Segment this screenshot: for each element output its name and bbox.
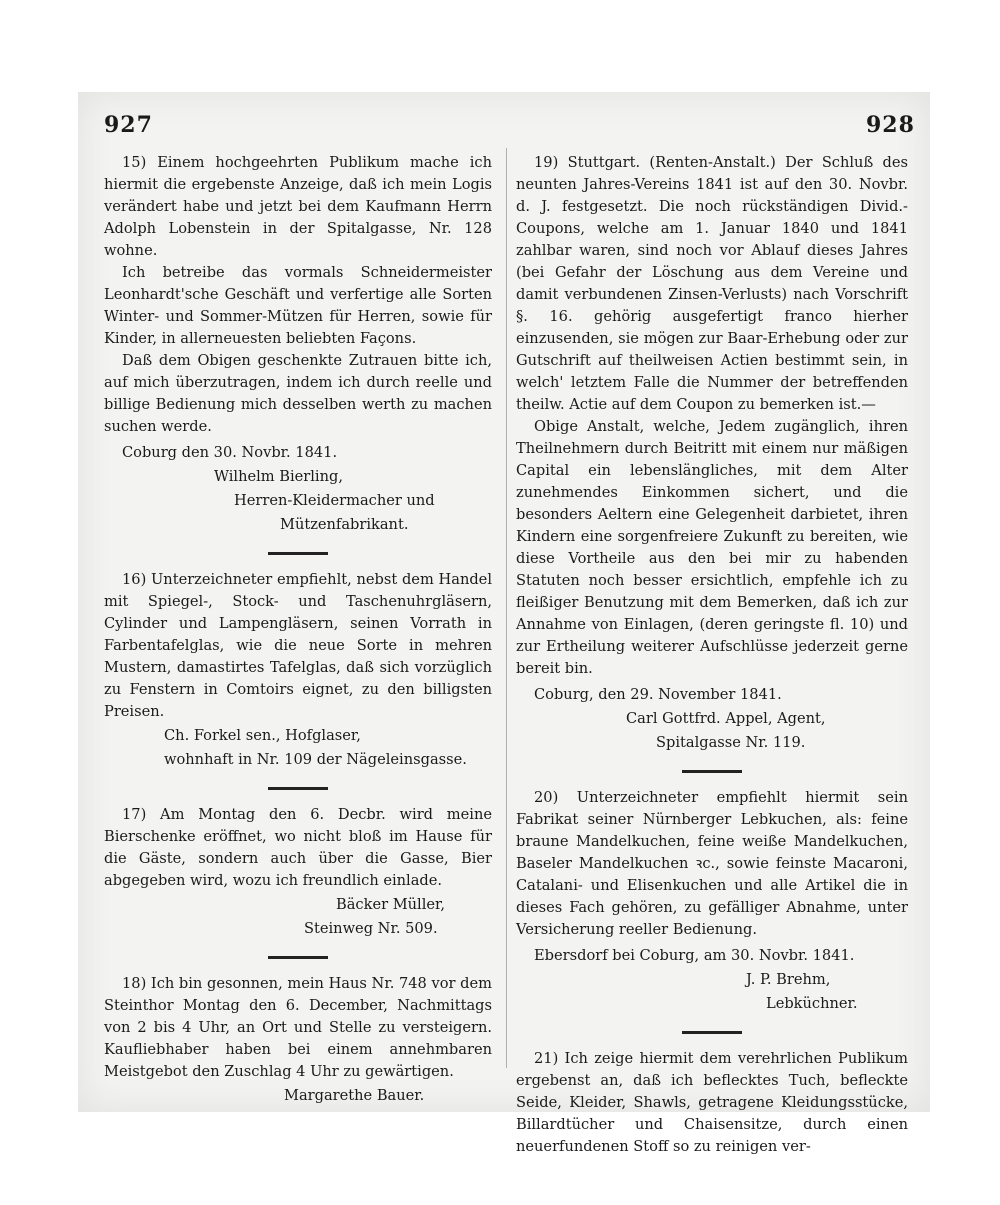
right-column — [516, 152, 908, 1160]
ad15-paragraph-1: 15) Einem hochgeehrten Publikum mache ich hiermit die ergebenste Anzeige, daß ich mein Logis verändert habe und jetzt bei dem Kaufmann Herrn Adolph Lobenstein in der Spitalgasse, Nr. 128 wohne. — [104, 154, 492, 259]
ad19-signature-name: Carl Gottfrd. Appel, Agent, — [626, 710, 826, 727]
section-separator — [268, 787, 328, 790]
ad15-paragraph-2: Ich betreibe das vormals Schneidermeister Leonhardt'sche Geschäft und verfertige alle Sorten Winter- und Sommer-Mützen für Herren, sowie für Kinder, in allerneuesten beliebten Façons. — [104, 264, 492, 347]
column-divider — [506, 148, 507, 1068]
ad15-signature-name: Wilhelm Bierling, — [214, 468, 343, 485]
ad16-paragraph-1: 16) Unterzeichneter empfiehlt, nebst dem Handel mit Spiegel-, Stock- und Taschenuhrgläsern, Cylinder und Lampengläsern, seinen Vorrath in Farbentafelglas, wie die neue Sorte in mehren Mustern, damastirtes Tafelglas, daß sich vorzüglich zu Fenstern in Comtoirs eignet, zu den billigsten Preisen. — [104, 571, 492, 720]
ad15-signature-title-1: Herren-Kleidermacher und — [234, 492, 435, 509]
ad16-signature-address: wohnhaft in Nr. 109 der Nägeleinsgasse. — [164, 751, 467, 768]
ad19-signature-address: Spitalgasse Nr. 119. — [656, 734, 806, 751]
section-separator — [268, 956, 328, 959]
ad15-signature-title-2: Mützenfabrikant. — [280, 516, 409, 533]
advertisement-21 — [516, 1048, 908, 1158]
section-separator — [682, 1031, 742, 1034]
advertisement-17 — [104, 804, 492, 940]
page-number-right: 928 — [866, 112, 915, 138]
advertisement-16 — [104, 569, 492, 771]
ad20-signature-name: J. P. Brehm, — [746, 971, 831, 988]
ad19-paragraph-2: Obige Anstalt, welche, Jedem zugänglich, ihren Theilnehmern durch Beitritt mit einem nur mäßigen Capital ein lebenslängliches, mit dem Alter zunehmendes Einkommen sichert, und die besonders Aeltern eine Gelegenheit darbietet, ihren Kindern eine sorgenfreiere Zukunft zu bereiten, wie diese Vortheile aus den bei mir zu habenden Statuten noch besser ersichtlich, empfehle ich zu fleißiger Benutzung mit dem Bemerken, daß ich zur Annahme von Einlagen, (deren geringste fl. 10) und zur Ertheilung weiterer Aufschlüsse jederzeit gerne bereit bin. — [516, 418, 908, 677]
advertisement-18 — [104, 973, 492, 1107]
advertisement-15 — [104, 152, 492, 536]
ad17-paragraph-1: 17) Am Montag den 6. Decbr. wird meine Bierschenke eröffnet, wo nicht bloß im Hause für die Gäste, sondern auch über die Gasse, Bier abgegeben wird, wozu ich freundlich einlade. — [104, 806, 492, 889]
ad17-signature-name: Bäcker Müller, — [336, 896, 446, 913]
ad20-paragraph-1: 20) Unterzeichneter empfiehlt hiermit sein Fabrikat seiner Nürnberger Lebkuchen, als: feine braune Mandelkuchen, feine weiße Mandelkuchen, Baseler Mandelkuchen ꝛc., sowie feinste Macaroni, Catalani- und Elisenkuchen und alle Artikel die in dieses Fach gehören, zu gefälliger Abnahme, unter Versicherung reeller Bedienung. — [516, 789, 908, 938]
section-separator — [268, 552, 328, 555]
ad17-signature-address: Steinweg Nr. 509. — [304, 920, 438, 937]
ad15-place-date: Coburg den 30. Novbr. 1841. — [122, 444, 338, 461]
ad19-paragraph-1: 19) Stuttgart. (Renten-Anstalt.) Der Schluß des neunten Jahres-Vereins 1841 ist auf den 30. Novbr. d. J. festgesetzt. Die noch rückständigen Divid.-Coupons, welche am 1. Januar 1840 und 1841 zahlbar waren, sind noch vor Ablauf dieses Jahres (bei Gefahr der Löschung aus dem Vereine und damit verbundenen Zinsen-Verlusts) nach Vorschrift §. 16. gehörig ausgefertigt franco hierher einzusenden, sie mögen zur Baar-Erhebung oder zur Gutschrift auf theilweisen Actien bestimmt sein, in welch' letztem Falle die Nummer der betreffenden theilw. Actie auf dem Coupon zu bemerken ist.— — [516, 154, 908, 413]
ad21-paragraph-1: 21) Ich zeige hiermit dem verehrlichen Publikum ergebenst an, daß ich beflecktes Tuch, befleckte Seide, Kleider, Shawls, getragene Kleidungsstücke, Billardtücher und Chaisensitze, durch einen neuerfundenen Stoff so zu reinigen ver- — [516, 1050, 908, 1155]
section-separator — [682, 770, 742, 773]
ad19-place-date: Coburg, den 29. November 1841. — [534, 686, 782, 703]
ad20-signature-title: Lebküchner. — [766, 995, 858, 1012]
page-number-left: 927 — [104, 112, 153, 138]
ad18-signature-name: Margarethe Bauer. — [284, 1087, 425, 1104]
ad20-place-date: Ebersdorf bei Coburg, am 30. Novbr. 1841. — [534, 947, 855, 964]
ad18-paragraph-1: 18) Ich bin gesonnen, mein Haus Nr. 748 vor dem Steinthor Montag den 6. December, Nachmittags von 2 bis 4 Uhr, an Ort und Stelle zu versteigern. Kaufliebhaber haben bei einem annehmbaren Meistgebot den Zuschlag 4 Uhr zu gewärtigen. — [104, 975, 492, 1080]
advertisement-20 — [516, 787, 908, 1015]
ad15-paragraph-3: Daß dem Obigen geschenkte Zutrauen bitte ich, auf mich überzutragen, indem ich durch reelle und billige Bedienung mich desselben werth zu machen suchen werde. — [104, 352, 492, 435]
advertisement-19 — [516, 152, 908, 754]
left-column — [104, 152, 492, 1109]
ad16-signature-name: Ch. Forkel sen., Hofglaser, — [164, 727, 361, 744]
